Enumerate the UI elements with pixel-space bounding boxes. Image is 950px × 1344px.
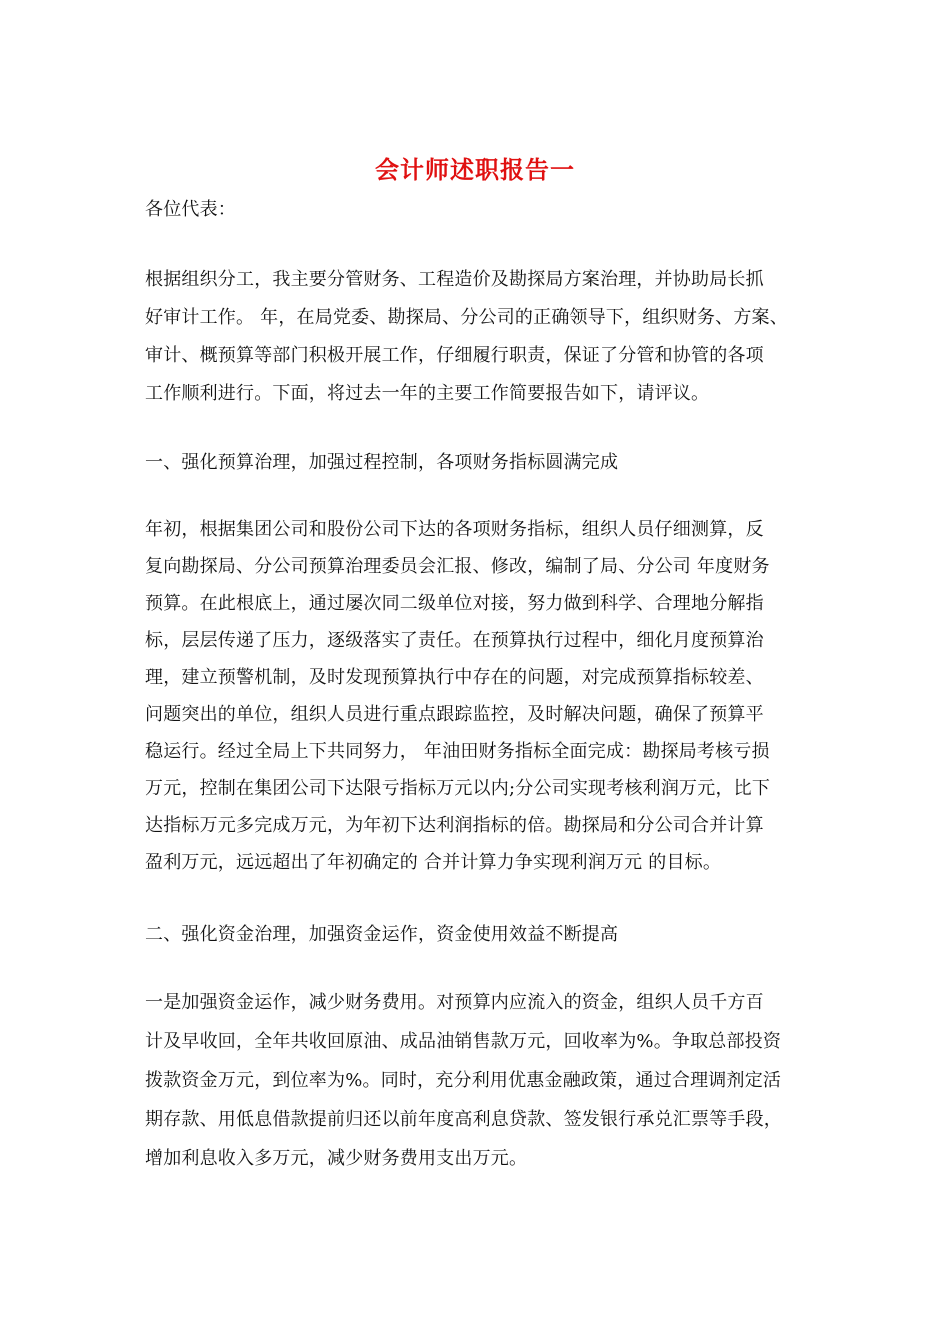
section-1-line: 稳运行。经过全局上下共同努力， 年油田财务指标全面完成：勘探局考核亏损 <box>145 741 770 762</box>
section-1-line: 年初，根据集团公司和股份公司下达的各项财务指标，组织人员仔细测算，反 <box>145 519 764 540</box>
section-heading-1: 一、强化预算治理，加强过程控制，各项财务指标圆满完成 <box>145 452 619 473</box>
salutation: 各位代表： <box>145 199 236 220</box>
section-1-line: 预算。在此根底上，通过屡次同二级单位对接，努力做到科学、合理地分解指 <box>145 593 764 614</box>
intro-line: 审计、概预算等部门积极开展工作，仔细履行职责，保证了分管和协管的各项 <box>145 345 764 366</box>
section-1-line: 盈利万元，远远超出了年初确定的 合并计算力争实现利润万元 的目标。 <box>145 852 722 873</box>
section-2-line: 增加利息收入多万元，减少财务费用支出万元。 <box>145 1148 528 1169</box>
section-2-line: 期存款、用低息借款提前归还以前年度高利息贷款、签发银行承兑汇票等手段， <box>145 1109 782 1130</box>
section-1-line: 问题突出的单位，组织人员进行重点跟踪监控，及时解决问题，确保了预算平 <box>145 704 764 725</box>
document-title: 会计师述职报告一 <box>375 155 575 184</box>
section-1-line: 理，建立预警机制，及时发现预算执行中存在的问题，对完成预算指标较差、 <box>145 667 764 688</box>
section-1-line: 万元，控制在集团公司下达限亏指标万元以内;分公司实现考核利润万元，比下 <box>145 778 771 799</box>
section-1-line: 达指标万元多完成万元，为年初下达利润指标的倍。勘探局和分公司合并计算 <box>145 815 764 836</box>
intro-line: 好审计工作。 年，在局党委、勘探局、分公司的正确领导下，组织财务、方案、 <box>145 307 788 328</box>
intro-line: 根据组织分工，我主要分管财务、工程造价及勘探局方案治理，并协助局长抓 <box>145 269 764 290</box>
section-2-line: 拨款资金万元，到位率为%。同时，充分利用优惠金融政策，通过合理调剂定活 <box>145 1070 782 1091</box>
section-heading-2: 二、强化资金治理，加强资金运作，资金使用效益不断提高 <box>145 924 619 945</box>
section-2-line: 一是加强资金运作，减少财务费用。对预算内应流入的资金，组织人员千方百 <box>145 992 764 1013</box>
intro-line: 工作顺利进行。下面，将过去一年的主要工作简要报告如下，请评议。 <box>145 383 710 404</box>
section-1-line: 标，层层传递了压力，逐级落实了责任。在预算执行过程中，细化月度预算治 <box>145 630 764 651</box>
section-2-line: 计及早收回，全年共收回原油、成品油销售款万元，回收率为%。争取总部投资 <box>145 1031 782 1052</box>
section-1-line: 复向勘探局、分公司预算治理委员会汇报、修改，编制了局、分公司 年度财务 <box>145 556 770 577</box>
